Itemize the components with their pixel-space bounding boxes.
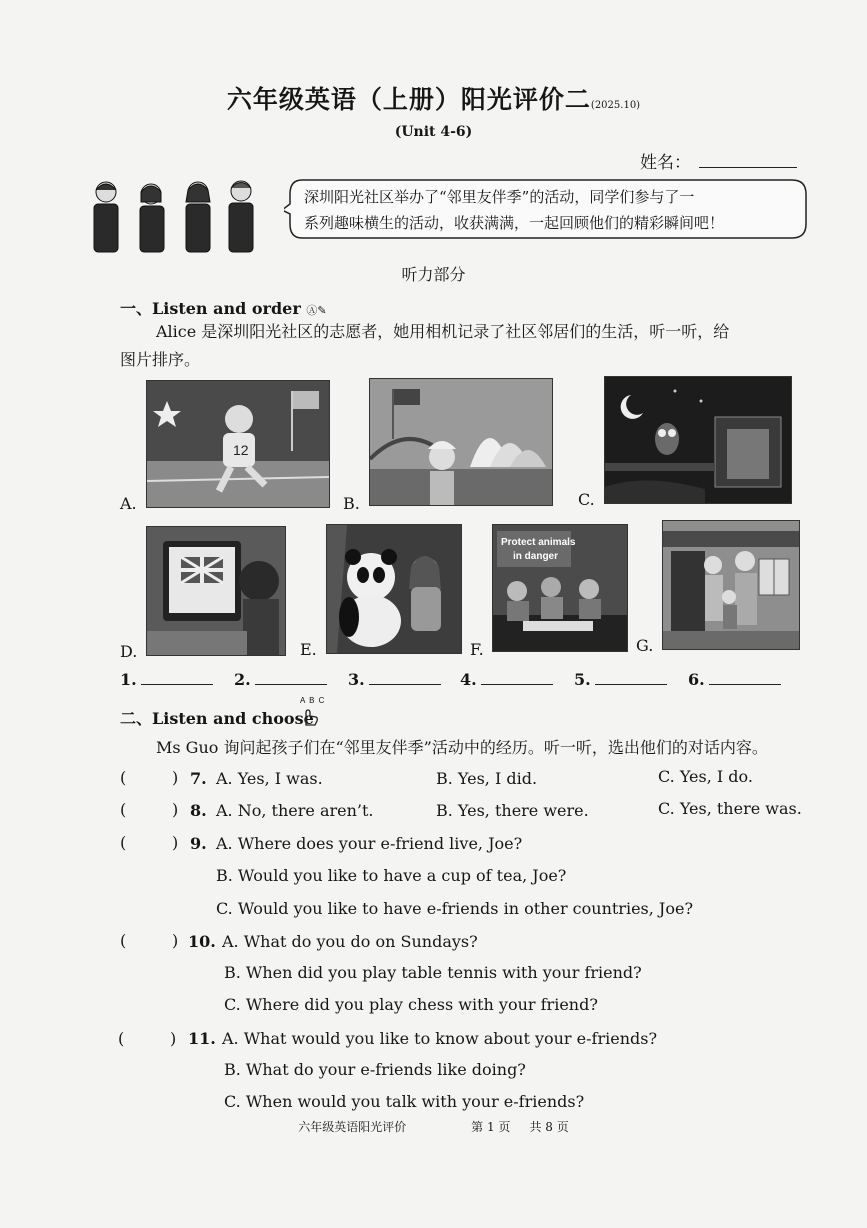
q11-option-c: C. When would you talk with your e-friends?: [224, 1092, 585, 1111]
picture-a-football-player: [146, 380, 330, 508]
footer-title: 六年级英语阳光评价: [298, 1120, 407, 1134]
answer-paren-8[interactable]: ( ): [120, 800, 179, 819]
pointing-hand-icon: A B C: [300, 696, 328, 728]
poster-text-line2: in danger: [513, 551, 559, 562]
answer-paren-9[interactable]: ( ): [120, 833, 179, 852]
q8-option-a: A. No, there aren’t.: [216, 801, 374, 820]
picture-label-g: G.: [636, 636, 654, 655]
title-date-note: (2025.10): [590, 100, 641, 111]
page-subtitle: (Unit 4-6): [394, 124, 473, 140]
picture-f-protect-animals: [492, 524, 628, 652]
picture-label-b: B.: [343, 494, 360, 513]
part1-instruction-line2: 图片排序。: [120, 350, 201, 369]
answer-paren-7[interactable]: ( ): [120, 768, 179, 787]
intro-line-2: 系列趣味横生的活动，收获满满，一起回顾他们的精彩瞬间吧！: [304, 214, 725, 232]
picture-label-c: C.: [578, 490, 595, 509]
intro-text: [304, 184, 804, 236]
picture-e-girl-with-panda: [326, 524, 462, 654]
q7-option-b: B. Yes, I did.: [436, 769, 538, 788]
abc-pencil-icon: Ⓐ✎: [306, 304, 327, 317]
footer-total-pages: 共 8 页: [529, 1120, 569, 1134]
intro-line-1: 深圳阳光社区举办了“邻里友伴季”的活动，同学们参与了一: [304, 188, 695, 206]
svg-text:12: 12: [233, 442, 249, 458]
picture-c-owl-at-night: [604, 376, 792, 504]
answer-blank-4[interactable]: 4.: [460, 670, 553, 689]
q10-option-c: C. Where did you play chess with your friend?: [224, 995, 598, 1014]
name-field[interactable]: [640, 148, 797, 173]
picture-label-d: D.: [120, 642, 138, 661]
question-number-9: 9.: [190, 834, 207, 853]
answer-paren-10[interactable]: ( ): [120, 931, 179, 950]
picture-label-a: A.: [120, 494, 137, 513]
picture-b-sydney-opera-house: [369, 378, 553, 506]
q9-option-a: A. Where does your e-friend live, Joe?: [216, 834, 523, 853]
page-title: 六年级英语（上册）阳光评价二(2025.10): [226, 85, 641, 114]
name-label: 姓名：: [640, 153, 691, 173]
footer-page-number: 第 1 页: [471, 1120, 511, 1134]
answer-blank-2[interactable]: 2.: [234, 670, 327, 689]
part2-instruction: Ms Guo 询问起孩子们在“邻里友伴季”活动中的经历。听一听，选出他们的对话内容。: [156, 738, 768, 757]
listening-section-heading: 听力部分: [401, 265, 466, 284]
q8-option-b: B. Yes, there were.: [436, 801, 589, 820]
q7-option-a: A. Yes, I was.: [216, 769, 323, 788]
q9-option-c: C. Would you like to have e-friends in other countries, Joe?: [216, 899, 694, 918]
picture-label-e: E.: [300, 640, 317, 659]
part1-heading: 一、Listen and order Ⓐ✎: [120, 299, 327, 318]
q10-option-b: B. When did you play table tennis with your friend?: [224, 963, 642, 982]
kids-illustration: [86, 176, 266, 254]
name-blank[interactable]: [699, 151, 797, 168]
question-number-11: 11.: [188, 1029, 216, 1048]
q7-option-c: C. Yes, I do.: [658, 767, 753, 786]
answer-paren-11[interactable]: ( ): [118, 1029, 177, 1048]
q11-option-b: B. What do your e-friends like doing?: [224, 1060, 526, 1079]
answer-blank-5[interactable]: 5.: [574, 670, 667, 689]
picture-label-f: F.: [470, 640, 484, 659]
q11-option-a: A. What would you like to know about your e-friends?: [222, 1029, 658, 1048]
q10-option-a: A. What do you do on Sundays?: [222, 932, 478, 951]
poster-text-line1: Protect animals: [501, 537, 576, 548]
question-number-10: 10.: [188, 932, 216, 951]
answer-blank-1[interactable]: 1.: [120, 670, 213, 689]
answer-blank-3[interactable]: 3.: [348, 670, 441, 689]
q9-option-b: B. Would you like to have a cup of tea, Joe?: [216, 866, 567, 885]
part1-instruction-line1: Alice 是深圳阳光社区的志愿者，她用相机记录了社区邻居们的生活，听一听，给: [156, 322, 730, 341]
question-number-7: 7.: [190, 769, 207, 788]
picture-g-family-at-house: [662, 520, 800, 650]
answer-blank-6[interactable]: 6.: [688, 670, 781, 689]
page-footer: [0, 1118, 867, 1135]
picture-d-computer-uk-flag: [146, 526, 286, 656]
q8-option-c: C. Yes, there was.: [658, 799, 802, 818]
part2-heading: 二、Listen and choose: [120, 709, 314, 728]
question-number-8: 8.: [190, 801, 207, 820]
